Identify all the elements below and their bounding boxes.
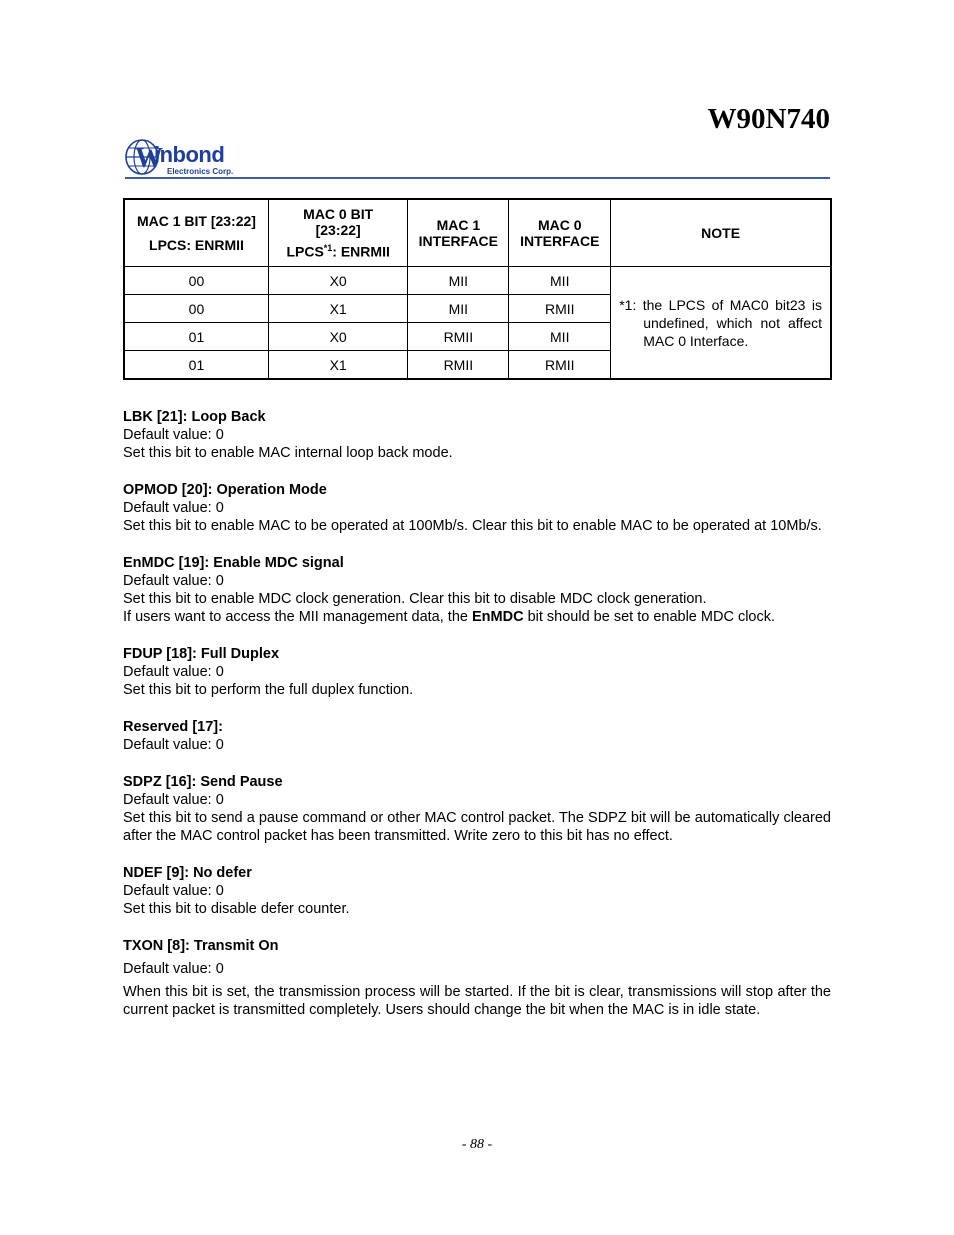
section-title: SDPZ [16]: Send Pause [123,774,283,790]
cell-mac0-interface: RMII [509,295,611,323]
cell-mac0-bit: X0 [268,323,407,351]
section-description: Set this bit to enable MDC clock generation. Clear this bit to disable MDC clock generation. [123,591,707,607]
header-note: NOTE [611,199,831,267]
cell-mac1-interface: RMII [408,351,509,380]
register-bit-descriptions [123,408,831,1038]
section-reserved [123,718,831,754]
header-mac1-bit: MAC 1 BIT [23:22] LPCS: ENRMII [124,199,268,267]
section-description: When this bit is set, the transmission process will be started. If the bit is clear, transmissions will stop after the current packet is transmitted completely. Users should change the bit when the MAC is in idle state. [123,984,831,1018]
svg-text:W: W [135,143,163,174]
cell-mac1-bit: 01 [124,323,268,351]
section-txon [123,937,831,1019]
section-title: FDUP [18]: Full Duplex [123,646,280,662]
cell-mac1-interface: MII [408,295,509,323]
section-enmdc [123,554,831,626]
header-mac1-interface: MAC 1 INTERFACE [408,199,509,267]
section-title: EnMDC [19]: Enable MDC signal [123,555,344,571]
cell-mac1-bit: 01 [124,351,268,380]
cell-mac0-bit: X1 [268,295,407,323]
section-sdpz [123,773,831,845]
section-description-extra: If users want to access the MII management data, the EnMDC bit should be set to enable MDC clock. [123,609,776,625]
section-title: LBK [21]: Loop Back [123,409,266,425]
default-value: Default value: 0 [123,961,224,977]
section-title: OPMOD [20]: Operation Mode [123,482,327,498]
header-mac0-interface: MAC 0 INTERFACE [509,199,611,267]
section-title: Reserved [17]: [123,719,223,735]
cell-mac0-interface: MII [509,267,611,295]
header-mac0-bit: MAC 0 BIT [23:22] LPCS$^{*1}$: ENRMII [268,199,407,267]
interface-mapping-table [123,198,832,380]
header-rule [125,177,830,179]
section-fdup [123,645,831,699]
section-description: Set this bit to enable MAC to be operated at 100Mb/s. Clear this bit to enable MAC to be operated at 10Mb/s. [123,518,822,534]
section-description: Set this bit to enable MAC internal loop back mode. [123,445,453,461]
section-title: TXON [8]: Transmit On [123,938,279,954]
cell-mac1-interface: MII [408,267,509,295]
default-value: Default value: 0 [123,792,224,808]
cell-mac0-bit: X1 [268,351,407,380]
section-opmod [123,481,831,535]
cell-mac1-bit: 00 [124,267,268,295]
table-row [124,267,831,295]
section-title: NDEF [9]: No defer [123,865,252,881]
winbond-logo [125,138,255,178]
cell-mac0-interface: MII [509,323,611,351]
cell-mac1-bit: 00 [124,295,268,323]
default-value: Default value: 0 [123,883,224,899]
note-text: *1: the LPCS of MAC0 bit23 is undefined, which not affect MAC 0 Interface. [619,296,822,349]
cell-mac0-bit: X0 [268,267,407,295]
section-lbk [123,408,831,462]
default-value: Default value: 0 [123,737,224,753]
section-description: Set this bit to perform the full duplex function. [123,682,414,698]
default-value: Default value: 0 [123,427,224,443]
cell-mac0-interface: RMII [509,351,611,380]
note-cell [611,267,831,380]
default-value: Default value: 0 [123,664,224,680]
table-header-row [124,199,831,267]
section-ndef [123,864,831,918]
logo-subtitle: Electronics Corp. [167,167,234,176]
default-value: Default value: 0 [123,573,224,589]
default-value: Default value: 0 [123,500,224,516]
logo-wordmark: inbond [154,142,225,167]
section-description: Set this bit to send a pause command or other MAC control packet. The SDPZ bit will be automatically cleared after the MAC control packet has been transmitted. Write zero to this bit has no effect. [123,810,831,844]
page-number: - 88 - [461,1137,493,1152]
document-title: W90N740 [707,103,830,135]
cell-mac1-interface: RMII [408,323,509,351]
section-description: Set this bit to disable defer counter. [123,901,350,917]
